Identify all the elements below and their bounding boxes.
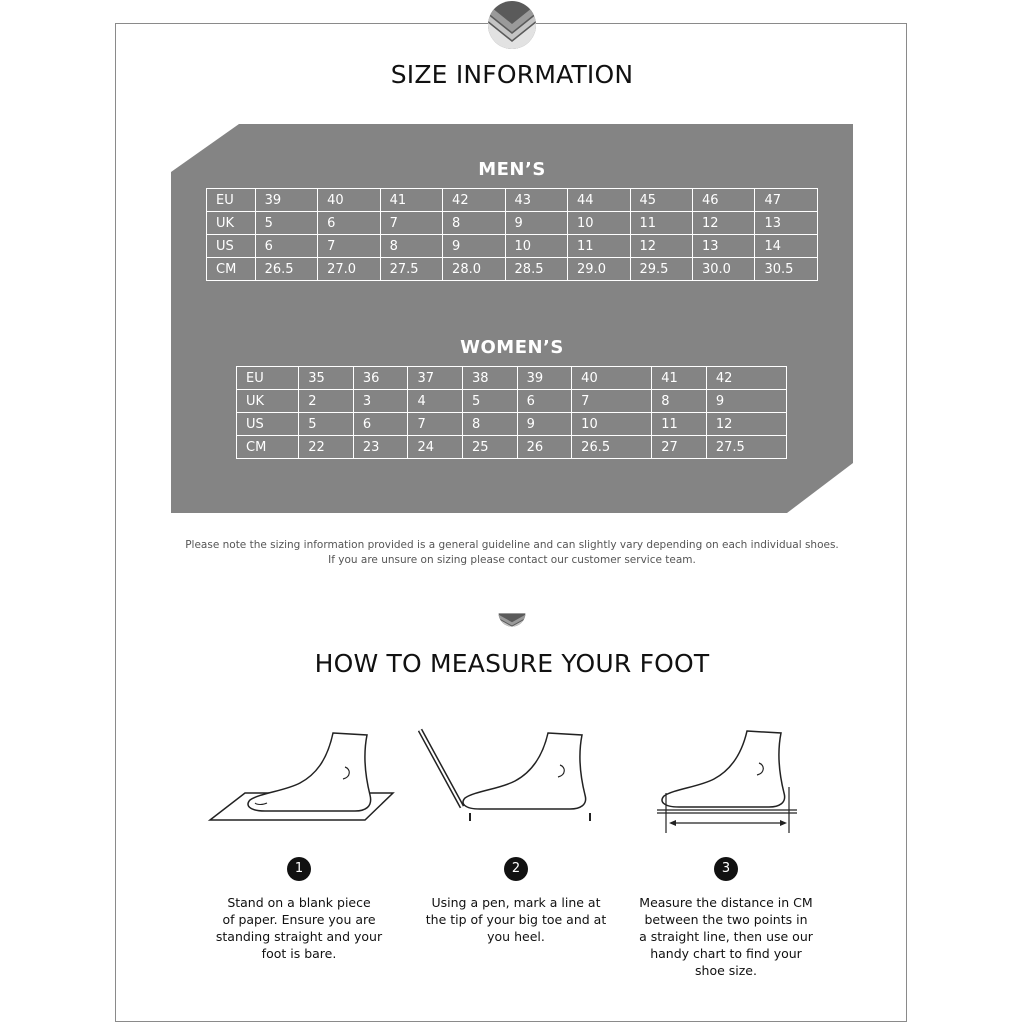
table-cell: 12 (692, 212, 754, 235)
table-cell: 45 (630, 189, 692, 212)
table-row (237, 436, 787, 459)
table-cell: 10 (505, 235, 567, 258)
table-cell: 30.0 (692, 258, 754, 281)
table-cell: 43 (505, 189, 567, 212)
table-cell: 7 (318, 235, 380, 258)
step-text-line: a straight line, then use our (639, 929, 813, 944)
foot-on-paper-icon (205, 725, 395, 825)
table-cell: 9 (443, 235, 505, 258)
table-cell: 26.5 (255, 258, 317, 281)
table-cell: 6 (353, 413, 408, 436)
table-cell: 42 (706, 367, 786, 390)
pen-marking-foot-icon (418, 725, 608, 825)
table-cell: 4 (408, 390, 463, 413)
sizing-note (0, 538, 1024, 568)
chevron-badge-icon (487, 0, 537, 50)
table-cell: 26.5 (572, 436, 652, 459)
step-number-3: 3 (714, 857, 738, 881)
table-cell: 11 (630, 212, 692, 235)
step-text-line: Using a pen, mark a line at (431, 895, 601, 910)
table-cell: 28.5 (505, 258, 567, 281)
table-cell: 27 (652, 436, 707, 459)
step-text-line: shoe size. (695, 963, 757, 978)
row-label: CM (207, 258, 256, 281)
table-cell: 6 (517, 390, 572, 413)
table-cell: 7 (408, 413, 463, 436)
table-cell: 5 (255, 212, 317, 235)
step-text-line: of paper. Ensure you are (222, 912, 376, 927)
table-cell: 13 (755, 212, 818, 235)
step-text-line: you heel. (487, 929, 545, 944)
table-cell: 8 (652, 390, 707, 413)
table-cell: 2 (299, 390, 354, 413)
row-label: US (207, 235, 256, 258)
table-cell: 46 (692, 189, 754, 212)
sizing-note-line: Please note the sizing information provided is a general guideline and can slightly vary depending on each individual shoes. (185, 539, 839, 551)
row-label: CM (237, 436, 299, 459)
table-cell: 29.5 (630, 258, 692, 281)
table-cell: 39 (517, 367, 572, 390)
page-title: SIZE INFORMATION (390, 60, 634, 89)
table-cell: 42 (443, 189, 505, 212)
table-cell: 24 (408, 436, 463, 459)
table-cell: 22 (299, 436, 354, 459)
step-text-line: between the two points in (644, 912, 808, 927)
table-cell: 40 (572, 367, 652, 390)
step-text-line: Measure the distance in CM (639, 895, 813, 910)
table-cell: 37 (408, 367, 463, 390)
table-cell: 7 (572, 390, 652, 413)
table-cell: 8 (443, 212, 505, 235)
table-row (207, 189, 818, 212)
step-text-line: standing straight and your (215, 929, 383, 944)
table-cell: 6 (318, 212, 380, 235)
womens-table-title: WOMEN’S (460, 337, 564, 358)
table-cell: 38 (463, 367, 518, 390)
table-cell: 7 (380, 212, 442, 235)
table-cell: 27.5 (706, 436, 786, 459)
table-cell: 25 (463, 436, 518, 459)
table-cell: 28.0 (443, 258, 505, 281)
table-cell: 40 (318, 189, 380, 212)
table-cell: 5 (299, 413, 354, 436)
table-row (207, 235, 818, 258)
table-cell: 8 (380, 235, 442, 258)
table-cell: 30.5 (755, 258, 818, 281)
table-cell: 41 (652, 367, 707, 390)
table-cell: 3 (353, 390, 408, 413)
sizing-note-line: If you are unsure on sizing please contact our customer service team. (328, 554, 696, 566)
step-text-line: foot is bare. (261, 946, 337, 961)
table-cell: 9 (505, 212, 567, 235)
step-3-text (626, 894, 826, 979)
row-label: EU (207, 189, 256, 212)
table-cell: 41 (380, 189, 442, 212)
table-cell: 26 (517, 436, 572, 459)
table-cell: 11 (568, 235, 630, 258)
table-cell: 14 (755, 235, 818, 258)
mens-table-title: MEN’S (478, 159, 546, 180)
step-2-text (416, 894, 616, 945)
table-cell: 39 (255, 189, 317, 212)
step-number-2: 2 (504, 857, 528, 881)
table-cell: 10 (572, 413, 652, 436)
step-1-text (199, 894, 399, 962)
step-number-1: 1 (287, 857, 311, 881)
table-row (237, 413, 787, 436)
row-label: EU (237, 367, 299, 390)
table-row (207, 212, 818, 235)
step-text-line: handy chart to find your (650, 946, 802, 961)
row-label: US (237, 413, 299, 436)
table-cell: 44 (568, 189, 630, 212)
table-cell: 12 (706, 413, 786, 436)
table-cell: 13 (692, 235, 754, 258)
row-label: UK (207, 212, 256, 235)
table-cell: 10 (568, 212, 630, 235)
table-cell: 36 (353, 367, 408, 390)
table-cell: 12 (630, 235, 692, 258)
how-to-measure-title: HOW TO MEASURE YOUR FOOT (314, 649, 710, 678)
table-cell: 9 (706, 390, 786, 413)
table-cell: 27.5 (380, 258, 442, 281)
table-row (207, 258, 818, 281)
table-cell: 47 (755, 189, 818, 212)
table-cell: 6 (255, 235, 317, 258)
table-cell: 11 (652, 413, 707, 436)
measure-foot-icon (655, 725, 800, 835)
chevron-badge-icon (487, 611, 537, 639)
row-label: UK (237, 390, 299, 413)
table-cell: 35 (299, 367, 354, 390)
step-text-line: Stand on a blank piece (227, 895, 371, 910)
table-cell: 29.0 (568, 258, 630, 281)
table-cell: 8 (463, 413, 518, 436)
table-cell: 9 (517, 413, 572, 436)
table-row (237, 367, 787, 390)
table-cell: 5 (463, 390, 518, 413)
table-cell: 27.0 (318, 258, 380, 281)
table-cell: 23 (353, 436, 408, 459)
step-text-line: the tip of your big toe and at (425, 912, 607, 927)
womens-size-table (236, 366, 787, 459)
table-row (237, 390, 787, 413)
mens-size-table (206, 188, 818, 281)
